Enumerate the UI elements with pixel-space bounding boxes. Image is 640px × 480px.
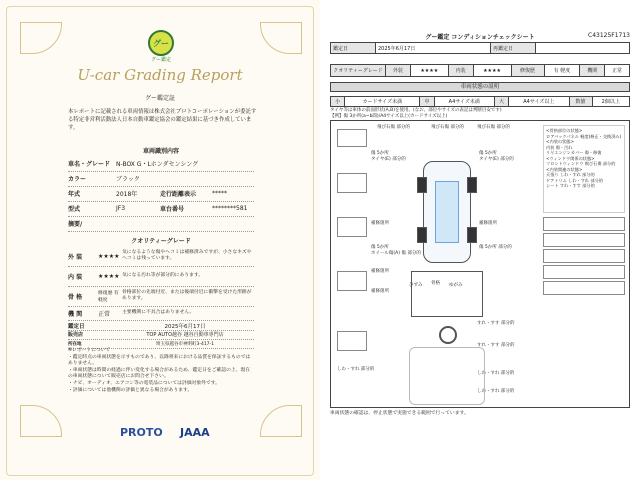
damage-label: しわ・すれ 部分的 (337, 367, 375, 372)
engine-label: 機関 (580, 65, 605, 77)
damage-label: 傷 5か所 ホイール傷(A) 傷 部分的 (371, 245, 421, 256)
note-line: ※レポートについて (68, 348, 111, 353)
quality-row (68, 246, 254, 267)
note-line: ・評価については他機関の評価と異なる場合があります。 (68, 387, 193, 393)
certificate-notes (68, 348, 254, 394)
annotation-box (543, 265, 625, 279)
vehicle-section-title: 車両識別内容 (142, 148, 179, 155)
address-value: 埼玉県越谷市神明町3-417-1 (155, 341, 215, 347)
vehicle-year-label: 年式 (68, 191, 81, 198)
jaaa-logo: JAAA (180, 426, 210, 439)
certificate-subtitle: グー鑑定証 (144, 95, 175, 102)
vehicle-model-value: JF3 (116, 205, 126, 212)
annotation-box (543, 249, 625, 263)
certificate-intro: 本レポートに記載される車両情報は株式会社プロトコーポレーションが委託する特定非営利活動法人日本自動車鑑定協会の鑑定結果に基づき作成しています。 (68, 109, 257, 131)
quality-stars: 修復歴 有 軽度 (98, 291, 119, 303)
vehicle-model-row (68, 201, 254, 217)
scale-cell: 数値 (569, 97, 592, 107)
note-line: ・車両状態は時間の経過に伴い変化する場合があるため、鑑定日をご確認の上、現在の車両状態について販売店にお問合せ下さい。 (68, 367, 251, 380)
goo-logo-icon (148, 30, 174, 56)
damage-label: 飛び石傷 部分的 (377, 125, 410, 130)
quality-desc: 主要機関に不具合はありません。 (122, 310, 195, 315)
engine-value: 正常 (605, 65, 630, 77)
sheet-footer: 車両状態の確認は、停止状態で実施できる範囲で行っています。 (330, 411, 469, 416)
quality-label: 機 関 (68, 310, 83, 318)
appraisal-date-value: 2025年6月17日 (376, 43, 491, 54)
vehicle-color-value: ブラック (116, 176, 140, 183)
damage-label: 飛び石傷 部分的 (477, 125, 510, 130)
mileage-value: ***** (212, 190, 227, 197)
damage-label: ひずみ (409, 283, 423, 288)
vehicle-year-row (68, 186, 254, 202)
damage-label: 傷 5か所 部分的 (479, 245, 512, 250)
seller-value: TOP AUTO越谷 越谷自動車専門店 (146, 332, 224, 338)
quality-section-title: クオリティーグレード (131, 238, 191, 245)
quality-label: 内 装 (68, 273, 83, 281)
damage-label: 補修箇所 (371, 289, 389, 294)
sheet-title: グー鑑定 コンディションチェックシート (425, 34, 535, 41)
exterior-label: 外装 (386, 65, 411, 77)
annotation-box (543, 233, 625, 247)
annotation-box (543, 281, 625, 295)
car-cabin (435, 181, 459, 243)
damage-label: 補修箇所 (371, 221, 389, 226)
scale-cell: カードサイズ未満 (345, 97, 420, 107)
annotation-box (337, 271, 367, 291)
damage-label: すれ・すす 部分的 (477, 321, 515, 326)
appraisal-date-label: 鑑定日 (68, 323, 85, 330)
repair-history-value: 有 軽度 (544, 65, 580, 77)
interior-value: ★★★★ (473, 65, 511, 77)
quality-desc: 骨格部位の先端付近、または後端付近に衝撃を受けた形跡があります。 (122, 290, 252, 301)
damage-label: 傷 5か所 タイヤ(E) 部分的 (371, 151, 406, 162)
document-number: C43125F1713 (588, 32, 630, 39)
vehicle-name-label: 車名・グレード (68, 161, 111, 168)
damage-label: 補修箇所 (479, 221, 497, 226)
vehicle-diagram (330, 120, 630, 408)
annotation-box (337, 173, 367, 193)
damage-label: しわ・すれ 部分的 (477, 389, 515, 394)
vehicle-color-label: カラー (68, 176, 87, 183)
scale-cell: A4サイズ未満 (434, 97, 494, 107)
condition-notes: <骨格部位の状態> ロアバックパネル 軽度(修正・交換済み) <内装の状態> 内装 傷・汚れ リヤエンジンカバー 傷・修復 <ウィンドウ関係の状態> フロントウィンドウ 飛び石傷 部分的 <内装関連の状態> 天張り しわ・すれ 部分的 ドアトリム しわ・すれ 部分的 シート すれ・すす 部分的 (546, 128, 622, 188)
damage-label: 飛び石傷 部分的 (431, 125, 464, 130)
quality-label: 骨 格 (68, 293, 83, 301)
legend-text: タイヤ等は車体の前面形状(A,B)を使用。(なお、部位やサイズの表記は判断目安です) 【例】傷 3か所(a~b間)/A4サイズ以上(カードサイズ以上) (330, 108, 502, 119)
note-line: ・鑑定時点の車両状態を示すものであり、以降将来における品質を保証するものではありません。 (68, 354, 251, 367)
quality-desc: 気になるような傷やヘコミは補修済みですが、小さなキズやヘコミは残っています。 (122, 250, 252, 261)
size-scale-table (330, 96, 630, 107)
wheel-icon (417, 177, 427, 193)
damage-label: ゆがみ (449, 283, 463, 288)
damage-label: 補修箇所 (371, 269, 389, 274)
quality-row (68, 306, 254, 321)
quality-desc: 気になる汚れ等が部分的にあります。 (122, 273, 204, 278)
quality-stars: 正常 (98, 310, 111, 318)
scale-cell: 小 (331, 97, 345, 107)
quality-grade-label: クオリティーグレード (331, 65, 386, 77)
seller-label: 販売店 (68, 332, 84, 338)
mileage-label: 走行距離表示 (160, 191, 197, 198)
quality-stars: ★★★★ (98, 272, 120, 280)
logo-text: グー (153, 38, 169, 48)
address-label: 所在地 (68, 341, 82, 347)
damage-label: 骨格 (431, 281, 440, 286)
steering-wheel-icon (439, 326, 457, 344)
annotation-box (337, 129, 367, 147)
vehicle-color-row (68, 171, 254, 187)
proto-logo: PROTO (120, 426, 163, 439)
remarks-row (68, 216, 254, 232)
damage-label: 傷 5か所 タイヤ(E) 部分的 (479, 151, 514, 162)
logo-label: グー鑑定 (150, 57, 171, 63)
scale-cell: 大 (494, 97, 508, 107)
damage-label: すれ・すす 部分的 (477, 343, 515, 348)
reappraisal-date-value (536, 43, 630, 54)
appraisal-date-label: 鑑定日 (331, 43, 376, 54)
quality-row (68, 286, 254, 307)
appraisal-date-value: 2025年6月17日 (164, 323, 206, 330)
interior-label: 内装 (448, 65, 473, 77)
quality-row (68, 266, 254, 287)
chassis-label: 車台番号 (160, 206, 185, 213)
wheel-icon (417, 227, 427, 243)
exterior-value: ★★★★ (410, 65, 448, 77)
vehicle-year-value: 2018年 (116, 191, 138, 198)
vehicle-model-label: 型式 (68, 206, 81, 213)
vehicle-name-value: N-BOX G・Lホンダセンシング (116, 161, 199, 168)
date-table (330, 42, 630, 54)
note-line: ・ナビ、オーディオ、エアコン等の電装品については評価対象外です。 (68, 380, 220, 386)
vehicle-condition-header: 車両状態の説明 (330, 82, 630, 92)
quality-stars: ★★★★ (98, 252, 120, 260)
annotation-box (337, 217, 367, 237)
quality-label: 外 装 (68, 253, 83, 261)
wheel-icon (467, 177, 477, 193)
chassis-value: ********581 (212, 205, 248, 212)
repair-history-label: 修復歴 (511, 65, 544, 77)
scale-cell: 2個以上 (592, 97, 629, 107)
frame-diagram (411, 271, 483, 317)
annotation-box (337, 331, 367, 351)
grade-table (330, 64, 630, 77)
damage-label: しわ・すれ 部分的 (477, 371, 515, 376)
certificate-title: U-car Grading Report (77, 66, 243, 84)
wheel-icon (467, 227, 477, 243)
annotation-box (543, 217, 625, 231)
scale-cell: A4サイズ以上 (509, 97, 569, 107)
reappraisal-date-label: 再鑑定日 (491, 43, 536, 54)
condition-check-sheet (320, 0, 640, 480)
remarks-label: 摘要/ (68, 221, 83, 228)
condition-notes-box (543, 125, 625, 213)
scale-cell: 中 (420, 97, 434, 107)
interior-diagram (409, 347, 485, 405)
vehicle-name-row (68, 156, 254, 172)
